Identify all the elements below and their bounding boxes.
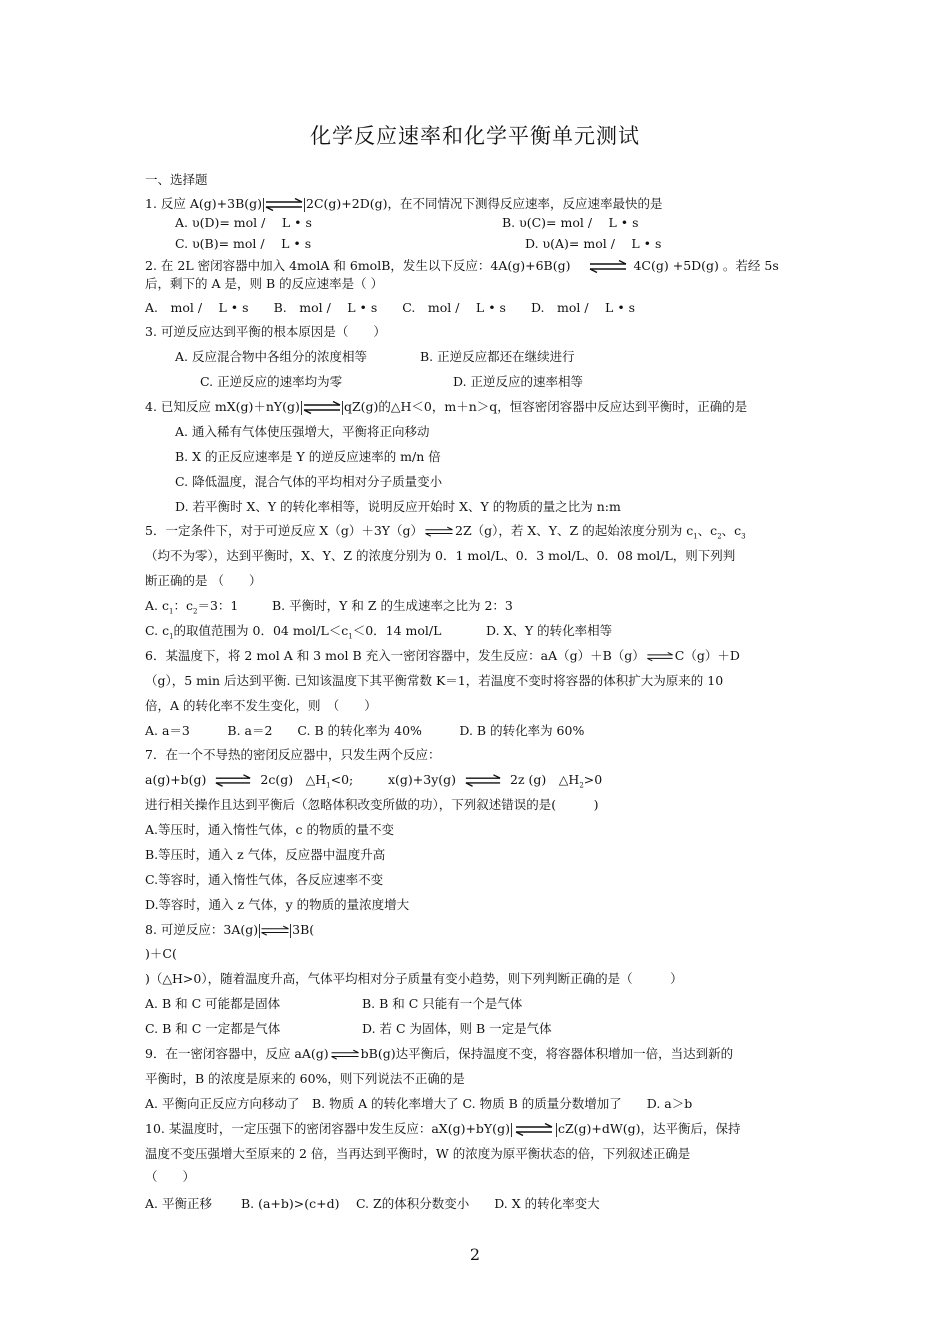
q7-option-c: C.等容时，通入惰性气体，各反应速率不变	[145, 872, 384, 887]
q8-stem-b: 3B(	[292, 922, 315, 937]
equilibrium-arrow-icon	[588, 260, 628, 274]
question-7-stem: 7．在一个不导热的密闭反应器中，只发生两个反应：	[145, 747, 441, 762]
q5-options-cd	[145, 623, 441, 645]
equilibrium-arrow-icon	[511, 1123, 557, 1137]
question-1-stem	[145, 196, 663, 212]
question-5-stem	[145, 523, 746, 545]
q7-reaction-2-b: 2z (g) △H	[510, 772, 580, 787]
q10-stem-b: cZ(g)+dW(g)，达平衡后，保持	[557, 1121, 741, 1136]
q2-stem-a: 2. 在 2L 密闭容器中加入 4molA 和 6molB，发生以下反应：4A(g)+6B(g)	[145, 258, 571, 273]
q3-option-c: C. 正逆反应的速率均为零	[200, 374, 343, 389]
q5-subscript-1: 1	[169, 632, 174, 641]
q8-option-b: B. B 和 C 只能有一个是气体	[362, 996, 523, 1011]
q1-option-d: D. υ(A)= mol / L • s	[525, 236, 662, 251]
q7-reaction-2-sub: 2	[579, 781, 584, 790]
q2-options: A. mol / L • s B. mol / L • s C. mol / L • s D. mol / L • s	[145, 300, 636, 315]
equilibrium-arrow-icon	[301, 401, 343, 415]
q9-stem-a: 9．在一密闭容器中，反应 aA(g)	[145, 1046, 329, 1061]
q8-option-c: C. B 和 C 一定都是气体	[145, 1021, 281, 1036]
q5-option-d: D. X、Y 的转化率相等	[486, 623, 613, 638]
q1-option-a: A. υ(D)= mol / L • s	[175, 215, 312, 230]
q10-stem-a: 10. 某温度时，一定压强下的密闭容器中发生反应：aX(g)+bY(g)	[145, 1121, 510, 1136]
q5-option-a-a: A. c	[145, 598, 169, 613]
equilibrium-arrow-icon	[214, 774, 252, 788]
q6-options: A. a＝3 B. a＝2 C. B 的转化率为 40% D. B 的转化率为 60%	[145, 723, 585, 738]
q7-option-d: D.等容时，通入 z 气体，y 的物质的量浓度增大	[145, 897, 410, 912]
q8-line-3: )（△H>0），随着温度升高，气体平均相对分子质量有变小趋势，则下列判断正确的是（ ）	[145, 971, 683, 986]
q7-option-a: A.等压时，通入惰性气体，c 的物质的量不变	[145, 822, 394, 837]
q7-reaction-1-a: a(g)+b(g)	[145, 772, 207, 787]
q5-option-a-b: ：c	[173, 598, 193, 613]
question-10-stem	[145, 1121, 740, 1137]
q5-subscript-1: 1	[168, 607, 174, 616]
q9-options: A. 平衡向正反应方向移动了 B. 物质 A 的转化率增大了 C. 物质 B 的质量分数增加了 D. a＞b	[145, 1096, 693, 1111]
q7-reaction-2-a: x(g)+3y(g)	[388, 772, 457, 787]
equilibrium-arrow-icon	[330, 1048, 360, 1062]
equilibrium-arrow-icon	[646, 650, 674, 664]
question-6-stem	[145, 648, 740, 664]
q10-options: A. 平衡正移 B. (a+b)>(c+d) C. Z的体积分数变小 D. X 的转化率变大	[145, 1196, 600, 1211]
q10-line-3: （ ）	[145, 1169, 196, 1184]
q5-option-c-a: C. c	[145, 623, 170, 638]
q10-line-2: 温度不变压强增大至原来的 2 倍，当再达到平衡时，W 的浓度为原平衡状态的倍，下列叙述正确是	[145, 1146, 691, 1161]
question-4-stem	[145, 399, 747, 415]
q7-reaction-1-c: <0;	[330, 772, 354, 787]
q6-stem-b: C（g）＋D	[674, 648, 740, 663]
q5-option-c-b: 的取值范围为 0．04 mol/L＜c	[173, 623, 349, 638]
q4-option-a: A. 通入稀有气体使压强增大，平衡将正向移动	[175, 424, 430, 439]
q3-option-b: B. 正逆反应都还在继续进行	[420, 349, 575, 364]
q8-option-a: A. B 和 C 可能都是固体	[145, 996, 281, 1011]
q9-line-2: 平衡时，B 的浓度是原来的 60%，则下列说法不正确的是	[145, 1071, 465, 1086]
q5-subscript-1: 1	[348, 632, 353, 641]
q5-line-3: 断正确的是 （ ）	[145, 573, 262, 588]
q6-stem-a: 6．某温度下，将 2 mol A 和 3 mol B 充入一密闭容器中，发生反应：aA（g）＋B（g）	[145, 648, 645, 663]
q5-line-2: （均不为零），达到平衡时，X、Y、Z 的浓度分别为 0．1 mol/L、0．3 mol/L、0．08 mol/L，则下列判	[145, 548, 736, 563]
q6-line-3: 倍，A 的转化率不发生变化，则 （ ）	[145, 698, 377, 713]
q5-subscript-2: 2	[717, 532, 722, 541]
q5-subscript-2: 2	[192, 607, 198, 616]
q7-option-b: B.等压时，通入 z 气体，反应器中温度升高	[145, 847, 386, 862]
q5-stem-b: 2Z（g），若 X、Y、Z 的起始浓度分别为 c	[455, 523, 694, 538]
q7-reaction-2-c: >0	[583, 772, 603, 787]
q4-stem-a: 4. 已知反应 mX(g)＋nY(g)	[145, 399, 300, 414]
q5-option-c-c: ＜0．14 mol/L	[352, 623, 442, 638]
question-8-stem	[145, 922, 314, 938]
q5-sep-1: 、c	[697, 523, 718, 538]
q5-options-ab	[145, 598, 238, 620]
page-title: 化学反应速率和化学平衡单元测试	[310, 124, 640, 148]
q8-stem-a: 8. 可逆反应：3A(g)	[145, 922, 259, 937]
question-9-stem	[145, 1046, 733, 1062]
q6-line-2: （g），5 min 后达到平衡. 已知该温度下其平衡常数 K＝1，若温度不变时将容器的体积扩大为原来的 10	[145, 673, 724, 688]
q7-line-3: 进行相关操作且达到平衡后（忽略体积改变所做的功），下列叙述错误的是( )	[145, 797, 599, 812]
q2-stem-b: 4C(g) +5D(g) 。若经 5s	[633, 258, 779, 273]
q5-subscript-3: 3	[741, 532, 746, 541]
equilibrium-arrow-icon	[424, 525, 454, 539]
q1-option-b: B. υ(C)= mol / L • s	[502, 215, 639, 230]
q5-subscript-1: 1	[693, 532, 698, 541]
q5-option-a-c: ＝3：1	[197, 598, 239, 613]
q4-option-b: B. X 的正反应速率是 Y 的逆反应速率的 m/n 倍	[175, 449, 441, 464]
q7-reaction-1-b: 2c(g) △H	[260, 772, 327, 787]
q9-stem-b: bB(g)达平衡后，保持温度不变，将容器体积增加一倍，当达到新的	[360, 1046, 734, 1061]
section-heading: 一、选择题	[145, 172, 208, 187]
question-2-stem	[145, 258, 779, 274]
q5-option-b: B. 平衡时，Y 和 Z 的生成速率之比为 2：3	[272, 598, 513, 613]
question-3-stem: 3. 可逆反应达到平衡的根本原因是（ ）	[145, 324, 386, 339]
equilibrium-arrow-icon	[263, 198, 305, 212]
q7-reaction-1	[145, 772, 353, 794]
q4-option-c: C. 降低温度，混合气体的平均相对分子质量变小	[175, 474, 443, 489]
q4-option-d: D. 若平衡时 X、Y 的转化率相等，说明反应开始时 X、Y 的物质的量之比为 n:m	[175, 499, 621, 514]
q3-option-a: A. 反应混合物中各组分的浓度相等	[175, 349, 367, 364]
q5-stem-a: 5．一定条件下，对于可逆反应 X（g）＋3Y（g）	[145, 523, 424, 538]
q1-stem-b: 2C(g)+2D(g)，在不同情况下测得反应速率，反应速率最快的是	[306, 196, 663, 211]
equilibrium-arrow-icon	[259, 924, 291, 938]
equilibrium-arrow-icon	[464, 774, 502, 788]
q8-option-d: D. 若 C 为固体，则 B 一定是气体	[362, 1021, 552, 1036]
q2-stem-cont: 后，剩下的 A 是，则 B 的反应速率是（ ）	[145, 276, 384, 291]
q1-option-c: C. υ(B)= mol / L • s	[175, 236, 312, 251]
q7-reaction-2	[388, 772, 602, 794]
q3-option-d: D. 正逆反应的速率相等	[453, 374, 584, 389]
q4-stem-b: qZ(g)的△H＜0，m＋n＞q，恒容密闭容器中反应达到平衡时，正确的是	[343, 399, 748, 414]
q1-stem-a: 1. 反应 A(g)+3B(g)	[145, 196, 263, 211]
page-number: 2	[469, 1245, 481, 1264]
q5-sep-2: 、c	[721, 523, 742, 538]
q7-reaction-1-sub: 1	[326, 781, 331, 790]
q8-line-2: )＋C(	[145, 946, 177, 961]
